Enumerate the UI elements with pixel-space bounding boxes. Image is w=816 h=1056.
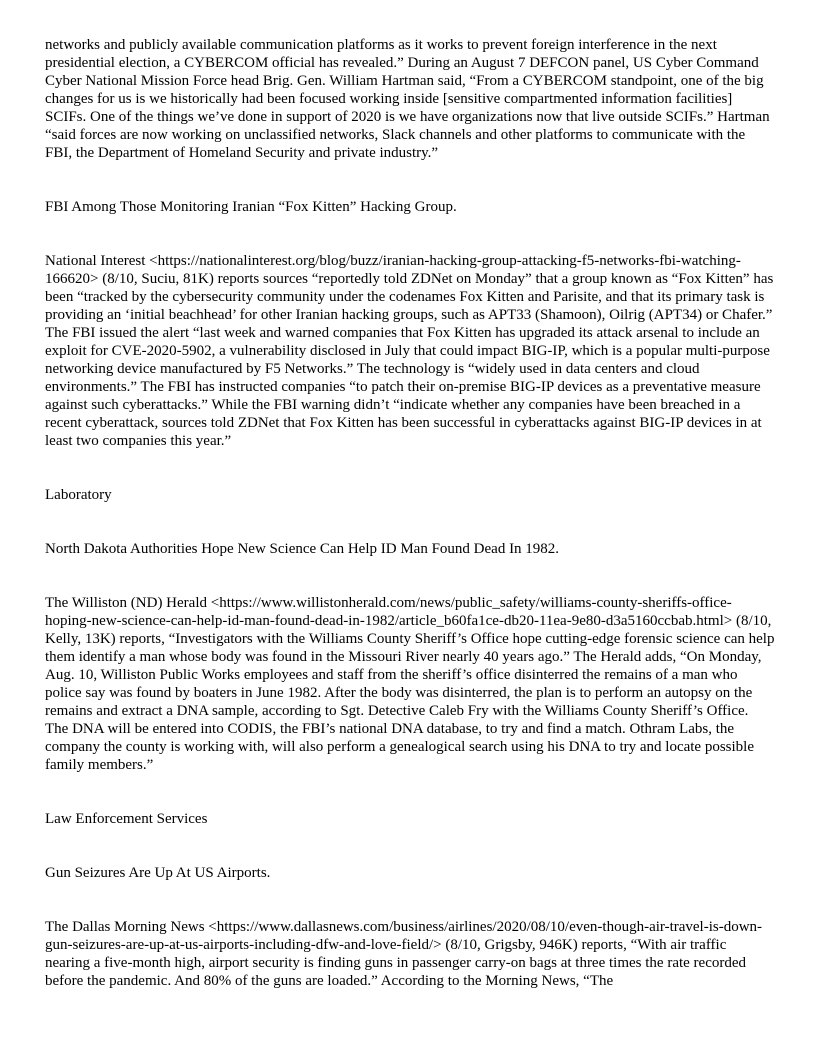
document-page [45, 36, 775, 990]
section-laboratory: Laboratory [45, 487, 112, 503]
headline-north-dakota: North Dakota Authorities Hope New Science Can Help ID Man Found Dead In 1982. [45, 541, 560, 557]
paragraph-cybercom: networks and publicly available communication platforms as it works to prevent foreign interference in the next presidential election, a CYBERCOM official has revealed.” During an August 7 DEFCON panel, US Cyber Command Cyber National Mission Force head Brig. Gen. William Hartman said, “From a CYBERCOM standpoint, one of the big changes for us is we historically had been focused working inside [sensitive compartmented information facilities] SCIFs. One of the things we’ve done in support of 2020 is we have organizations now that live outside SCIFs.” Hartman “said forces are now working on unclassified networks, Slack channels and other platforms to communicate with the FBI, the Department of Homeland Security and private industry.” [45, 37, 770, 161]
paragraph-fox-kitten: National Interest <https://nationalinterest.org/blog/buzz/iranian-hacking-group-attacking-f5-networks-fbi-watching-166620> (8/10, Suciu, 81K) reports sources “reportedly told ZDNet on Monday” that a group known as “Fox Kitten” has been “tracked by the cybersecurity community under the codenames Fox Kitten and Parisite, and that its primary task is providing an ‘initial beachhead’ for other Iranian hacking groups, such as APT33 (Shamoon), Oilrig (APT34) or Chafer.” The FBI issued the alert “last week and warned companies that Fox Kitten has upgraded its attack arsenal to include an exploit for CVE-2020-5902, a vulnerability disclosed in July that could impact BIG-IP, which is a popular multi-purpose networking device manufactured by F5 Networks.” The technology is “widely used in data centers and cloud environments.” The FBI has instructed companies “to patch their on-premise BIG-IP devices as a preventative measure against such cyberattacks.” While the FBI warning didn’t “indicate whether any companies have been breached in a recent cyberattack, sources told ZDNet that Fox Kitten has been successful in cyberattacks against BIG-IP devices in at least two companies this year.” [45, 253, 774, 449]
paragraph-williston-herald: The Williston (ND) Herald <https://www.willistonherald.com/news/public_safety/williams-county-sheriffs-office-hoping-new-science-can-help-id-man-found-dead-in-1982/article_b60fa1ce-db20-11ea-9e80-d3a5160ccbab.html> (8/10, Kelly, 13K) reports, “Investigators with the Williams County Sheriff’s Office hope cutting-edge forensic science can help them identify a man whose body was found in the Missouri River nearly 40 years ago.” The Herald adds, “On Monday, Aug. 10, Williston Public Works employees and staff from the sheriff’s office disinterred the remains of a man who police say was found by boaters in June 1982. After the body was disinterred, the plan is to perform an autopsy on the remains and extract a DNA sample, according to Sgt. Detective Caleb Fry with the Williams County Sheriff’s Office. The DNA will be entered into CODIS, the FBI’s national DNA database, to try and find a match. Othram Labs, the company the county is working with, will also perform a genealogical search using his DNA to try and locate possible family members.” [45, 595, 775, 773]
spacer [45, 216, 775, 252]
spacer [45, 558, 775, 594]
spacer [45, 504, 775, 540]
spacer [45, 162, 775, 198]
headline-gun-seizures: Gun Seizures Are Up At US Airports. [45, 865, 271, 881]
spacer [45, 828, 775, 864]
paragraph-dallas-morning-news: The Dallas Morning News <https://www.dallasnews.com/business/airlines/2020/08/10/even-though-air-travel-is-down-gun-seizures-are-up-at-us-airports-including-dfw-and-love-field/> (8/10, Grigsby, 946K) reports, “With air traffic nearing a five-month high, airport security is finding guns in passenger carry-on bags at three times the rate recorded before the pandemic. And 80% of the guns are loaded.” According to the Morning News, “The [45, 919, 763, 989]
spacer [45, 450, 775, 486]
section-law-enforcement-services: Law Enforcement Services [45, 811, 208, 827]
spacer [45, 882, 775, 918]
spacer [45, 774, 775, 810]
headline-fox-kitten: FBI Among Those Monitoring Iranian “Fox Kitten” Hacking Group. [45, 199, 457, 215]
